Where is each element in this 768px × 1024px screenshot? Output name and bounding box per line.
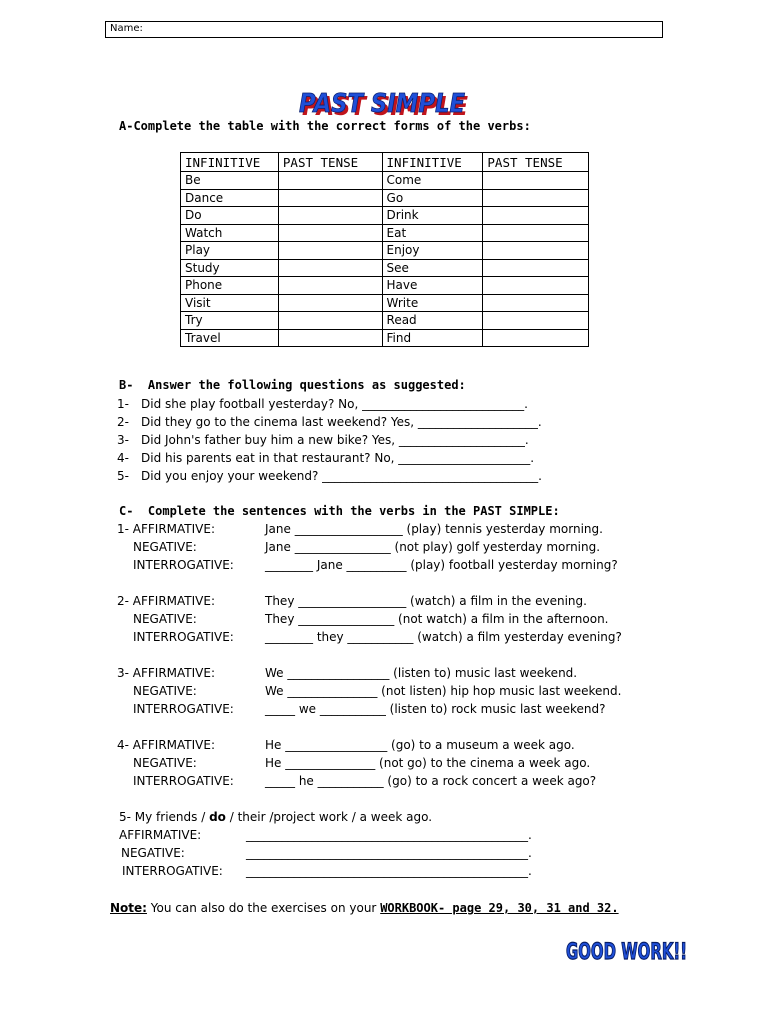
table-row (181, 259, 589, 277)
question-text[interactable]: Did you enjoy your weekend? ____________________________________. (141, 469, 542, 483)
interrogative-label: INTERROGATIVE: (133, 774, 234, 788)
infinitive-cell: Study (181, 259, 279, 277)
verb-table (180, 152, 589, 347)
table-header-row (181, 153, 589, 172)
affirmative-label: 2- AFFIRMATIVE: (117, 594, 216, 608)
item5-prompt: 5- My friends / do / their /project work / a week ago. (119, 810, 433, 824)
interrogative-sentence[interactable]: ________ they ___________ (watch) a film yesterday evening? (265, 630, 622, 644)
note-label: Note: (110, 901, 147, 915)
infinitive-cell: Travel (181, 329, 279, 347)
past-tense-cell[interactable] (483, 329, 589, 347)
name-field[interactable] (105, 21, 663, 38)
item5-affirmative-blank[interactable]: _______________________________________________. (246, 828, 532, 842)
infinitive-cell: Visit (181, 294, 279, 312)
page-title: PAST SIMPLE (299, 89, 466, 119)
table-row (181, 189, 589, 207)
negative-sentence[interactable]: He _______________ (not go) to the cinema a week ago. (265, 756, 591, 770)
past-tense-cell[interactable] (483, 224, 589, 242)
section-c-heading: C- Complete the sentences with the verbs in the PAST SIMPLE: (119, 504, 560, 518)
title-shadow: PAST SIMPLE (302, 92, 469, 122)
column-header: PAST TENSE (483, 153, 589, 172)
column-header: PAST TENSE (278, 153, 382, 172)
section-b-heading: B- Answer the following questions as suggested: (119, 378, 466, 392)
negative-label: NEGATIVE: (133, 612, 197, 626)
table-row (181, 294, 589, 312)
question-text[interactable]: Did John's father buy him a new bike? Yes, _____________________. (141, 433, 529, 447)
negative-label: NEGATIVE: (133, 756, 197, 770)
past-tense-cell[interactable] (483, 294, 589, 312)
table-row (181, 277, 589, 295)
past-tense-cell[interactable] (483, 207, 589, 225)
infinitive-cell: Do (181, 207, 279, 225)
question-number: 2- (117, 415, 129, 429)
interrogative-label: INTERROGATIVE: (133, 630, 234, 644)
table-row (181, 242, 589, 260)
infinitive-cell: Find (382, 329, 483, 347)
note (110, 901, 619, 916)
past-tense-cell[interactable] (278, 224, 382, 242)
question-number: 5- (117, 469, 129, 483)
title-wordart (296, 86, 472, 122)
question-number: 4- (117, 451, 129, 465)
item5-affirmative-label: AFFIRMATIVE: (119, 828, 202, 842)
interrogative-label: INTERROGATIVE: (133, 558, 234, 572)
past-tense-cell[interactable] (278, 312, 382, 330)
infinitive-cell: See (382, 259, 483, 277)
name-label: Name: (110, 23, 143, 34)
infinitive-cell: Play (181, 242, 279, 260)
past-tense-cell[interactable] (278, 207, 382, 225)
affirmative-label: 4- AFFIRMATIVE: (117, 738, 216, 752)
table-row (181, 312, 589, 330)
past-tense-cell[interactable] (278, 294, 382, 312)
section-a-heading: A-Complete the table with the correct forms of the verbs: (119, 119, 531, 133)
affirmative-sentence[interactable]: Jane __________________ (play) tennis yesterday morning. (265, 522, 603, 536)
infinitive-cell: Be (181, 172, 279, 190)
infinitive-cell: Dance (181, 189, 279, 207)
negative-label: NEGATIVE: (133, 540, 197, 554)
table-row (181, 207, 589, 225)
affirmative-sentence[interactable]: They __________________ (watch) a film in the evening. (265, 594, 587, 608)
question-number: 3- (117, 433, 129, 447)
negative-sentence[interactable]: They ________________ (not watch) a film in the afternoon. (265, 612, 609, 626)
infinitive-cell: Try (181, 312, 279, 330)
negative-sentence[interactable]: Jane ________________ (not play) golf yesterday morning. (265, 540, 601, 554)
infinitive-cell: Phone (181, 277, 279, 295)
column-header: INFINITIVE (382, 153, 483, 172)
interrogative-sentence[interactable]: _____ we ___________ (listen to) rock music last weekend? (265, 702, 606, 716)
item5-negative-blank[interactable]: _______________________________________________. (246, 846, 532, 860)
negative-sentence[interactable]: We _______________ (not listen) hip hop music last weekend. (265, 684, 622, 698)
infinitive-cell: Have (382, 277, 483, 295)
interrogative-sentence[interactable]: ________ Jane __________ (play) football yesterday morning? (265, 558, 618, 572)
question-text[interactable]: Did they go to the cinema last weekend? Yes, ____________________. (141, 415, 542, 429)
negative-label: NEGATIVE: (133, 684, 197, 698)
question-text[interactable]: Did his parents eat in that restaurant? No, ______________________. (141, 451, 535, 465)
past-tense-cell[interactable] (483, 312, 589, 330)
infinitive-cell: Watch (181, 224, 279, 242)
item5-negative-label: NEGATIVE: (121, 846, 185, 860)
interrogative-sentence[interactable]: _____ he ___________ (go) to a rock concert a week ago? (265, 774, 597, 788)
past-tense-cell[interactable] (278, 259, 382, 277)
affirmative-sentence[interactable]: He _________________ (go) to a museum a week ago. (265, 738, 575, 752)
item5-interrogative-label: INTERROGATIVE: (122, 864, 223, 878)
infinitive-cell: Write (382, 294, 483, 312)
past-tense-cell[interactable] (483, 172, 589, 190)
table-row (181, 224, 589, 242)
infinitive-cell: Read (382, 312, 483, 330)
infinitive-cell: Come (382, 172, 483, 190)
past-tense-cell[interactable] (483, 242, 589, 260)
question-number: 1- (117, 397, 129, 411)
item5-interrogative-blank[interactable]: _______________________________________________. (246, 864, 532, 878)
infinitive-cell: Enjoy (382, 242, 483, 260)
past-tense-cell[interactable] (278, 172, 382, 190)
question-text[interactable]: Did she play football yesterday? No, ___________________________. (141, 397, 528, 411)
interrogative-label: INTERROGATIVE: (133, 702, 234, 716)
good-work-text: GOOD WORK!! (566, 940, 687, 965)
table-row (181, 329, 589, 347)
infinitive-cell: Go (382, 189, 483, 207)
table-row (181, 172, 589, 190)
affirmative-sentence[interactable]: We _________________ (listen to) music last weekend. (265, 666, 578, 680)
past-tense-cell[interactable] (278, 277, 382, 295)
past-tense-cell[interactable] (483, 277, 589, 295)
infinitive-cell: Eat (382, 224, 483, 242)
note-text: You can also do the exercises on your (146, 901, 381, 915)
past-tense-cell[interactable] (483, 189, 589, 207)
column-header: INFINITIVE (181, 153, 279, 172)
affirmative-label: 1- AFFIRMATIVE: (117, 522, 216, 536)
past-tense-cell[interactable] (278, 329, 382, 347)
infinitive-cell: Drink (382, 207, 483, 225)
past-tense-cell[interactable] (483, 259, 589, 277)
good-work-stamp (563, 932, 691, 968)
past-tense-cell[interactable] (278, 189, 382, 207)
affirmative-label: 3- AFFIRMATIVE: (117, 666, 216, 680)
workbook-reference: WORKBOOK- page 29, 30, 31 and 32. (380, 901, 619, 915)
past-tense-cell[interactable] (278, 242, 382, 260)
